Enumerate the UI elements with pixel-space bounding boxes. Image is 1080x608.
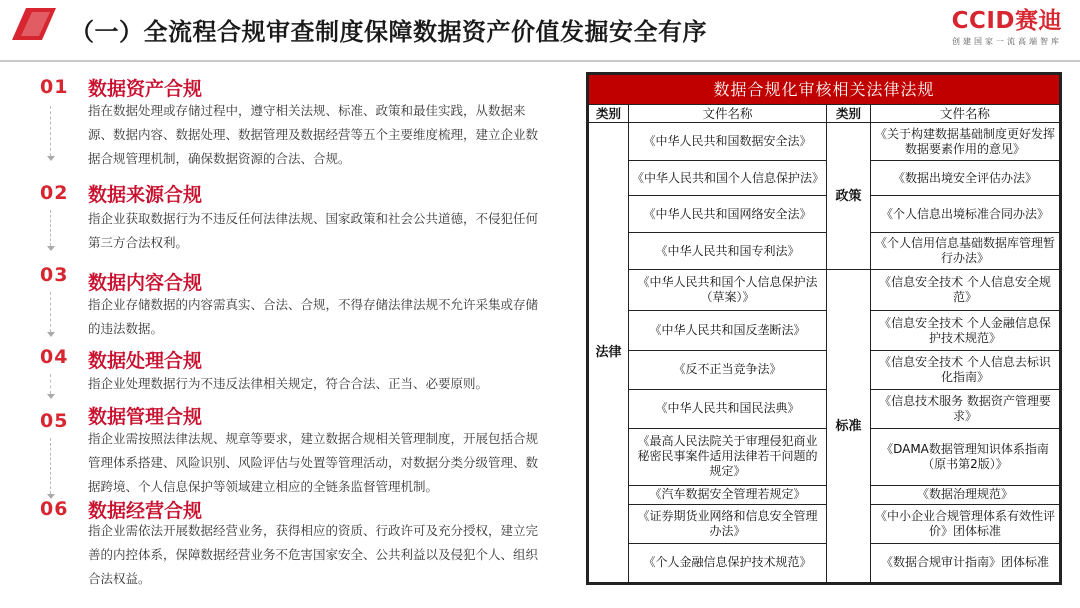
arrow-down-icon <box>47 374 55 399</box>
column-header-category: 类别 <box>589 104 629 123</box>
table-cell: 《最高人民法院关于审理侵犯商业秘密民事案件适用法律若干问题的规定》 <box>629 428 827 486</box>
table-cell: 《数据出境安全评估办法》 <box>871 161 1060 196</box>
table-title: 数据合规化审核相关法律法规 <box>589 75 1060 105</box>
table-cell: 《证券期货业网络和信息安全管理办法》 <box>629 504 827 543</box>
arrow-down-icon <box>47 210 55 251</box>
table-cell: 《反不正当竞争法》 <box>629 350 827 389</box>
table-cell: 《中华人民共和国数据安全法》 <box>629 123 827 161</box>
table-cell: 《中小企业合规管理体系有效性评价》团体标准 <box>871 504 1060 543</box>
section-title: 数据处理合规 <box>88 350 203 372</box>
table-cell: 《中华人民共和国反垄断法》 <box>629 311 827 350</box>
arrow-down-icon <box>47 106 55 161</box>
table-cell: 《信息安全技术 个人信息去标识化指南》 <box>871 350 1060 389</box>
table-cell: 《信息安全技术 个人信息安全规范》 <box>871 270 1060 311</box>
section-desc: 指企业处理数据行为不违反法律相关规定，符合合法、正当、必要原则。 <box>88 376 489 391</box>
table-cell: 《数据合规审计指南》团体标准 <box>871 543 1060 582</box>
section-desc: 指在数据处理或存储过程中，遵守相关法规、标准、政策和最佳实践，从数据来源、数据内容、数据处理、数据管理及数据经营等五个主要维度梳理，建立企业数据合规管理机制，确保数据资源的合法、合规。 <box>88 103 539 166</box>
section-number: 04 <box>40 346 69 368</box>
page-title: （一）全流程合规审查制度保障数据资产价值发掘安全有序 <box>70 18 707 46</box>
table-cell: 《信息技术服务 数据资产管理要求》 <box>871 389 1060 428</box>
table-cell: 《中华人民共和国专利法》 <box>629 233 827 270</box>
category-policy: 政策 <box>827 123 871 270</box>
section-number: 01 <box>40 76 69 98</box>
table-cell: 《关于构建数据基础制度更好发挥数据要素作用的意见》 <box>871 123 1060 161</box>
column-header-doc-name: 文件名称 <box>629 104 827 123</box>
section-desc: 指企业获取数据行为不违反任何法律法规、国家政策和社会公共道德，不侵犯任何第三方合法权利。 <box>88 211 539 250</box>
table-cell: 《数据治理规范》 <box>871 486 1060 505</box>
table-cell: 《中华人民共和国民法典》 <box>629 389 827 428</box>
section-title: 数据管理合规 <box>88 406 203 428</box>
section-desc: 指企业需按照法律法规、规章等要求，建立数据合规相关管理制度，开展包括合规管理体系搭建、风险识别、风险评估与处置等管理活动，对数据分类分级管理、数据跨境、个人信息保护等领域建立相应的全链条监督管理机制。 <box>88 431 539 494</box>
section-title: 数据经营合规 <box>88 500 203 522</box>
table-cell: 《DAMA数据管理知识体系指南（原书第2版）》 <box>871 428 1060 486</box>
header-divider <box>0 60 1080 62</box>
table-cell: 《个人信用信息基础数据库管理暂行办法》 <box>871 233 1060 270</box>
category-standard: 标准 <box>827 270 871 583</box>
section-title: 数据来源合规 <box>88 184 203 206</box>
table-cell: 《个人信息出境标准合同办法》 <box>871 196 1060 233</box>
section-desc: 指企业存储数据的内容需真实、合法、合规，不得存储法律法规不允许采集或存储的违法数据。 <box>88 297 539 336</box>
section-number: 02 <box>40 182 69 204</box>
brand-slogan: 创建国家一流高端智库 <box>952 37 1062 46</box>
header <box>0 0 1080 62</box>
table-cell: 《中华人民共和国个人信息保护法》 <box>629 161 827 196</box>
table-cell: 《汽车数据安全管理若规定》 <box>629 486 827 505</box>
arrow-down-icon <box>47 292 55 337</box>
table-cell: 《中华人民共和国网络安全法》 <box>629 196 827 233</box>
arrow-down-icon <box>47 438 55 499</box>
regulations-table <box>586 72 1062 585</box>
section-number: 06 <box>40 498 69 520</box>
table-cell: 《个人金融信息保护技术规范》 <box>629 543 827 582</box>
section-title: 数据资产合规 <box>88 78 203 100</box>
table-cell: 《中华人民共和国个人信息保护法（草案）》 <box>629 270 827 311</box>
section-desc: 指企业需依法开展数据经营业务，获得相应的资质、行政许可及充分授权，建立完善的内控体系，保障数据经营业务不危害国家安全、公共利益以及侵犯个人、组织合法权益。 <box>88 523 539 586</box>
brand-name: CCID赛迪 <box>951 8 1062 34</box>
column-header-doc-name: 文件名称 <box>871 104 1060 123</box>
table-cell: 《信息安全技术 个人金融信息保护技术规范》 <box>871 311 1060 350</box>
brand-logo <box>952 8 1062 47</box>
section-number: 05 <box>40 410 69 432</box>
category-law: 法律 <box>589 123 629 583</box>
slash-logo-icon <box>12 8 56 40</box>
column-header-category: 类别 <box>827 104 871 123</box>
section-number: 03 <box>40 264 69 286</box>
section-title: 数据内容合规 <box>88 272 203 294</box>
